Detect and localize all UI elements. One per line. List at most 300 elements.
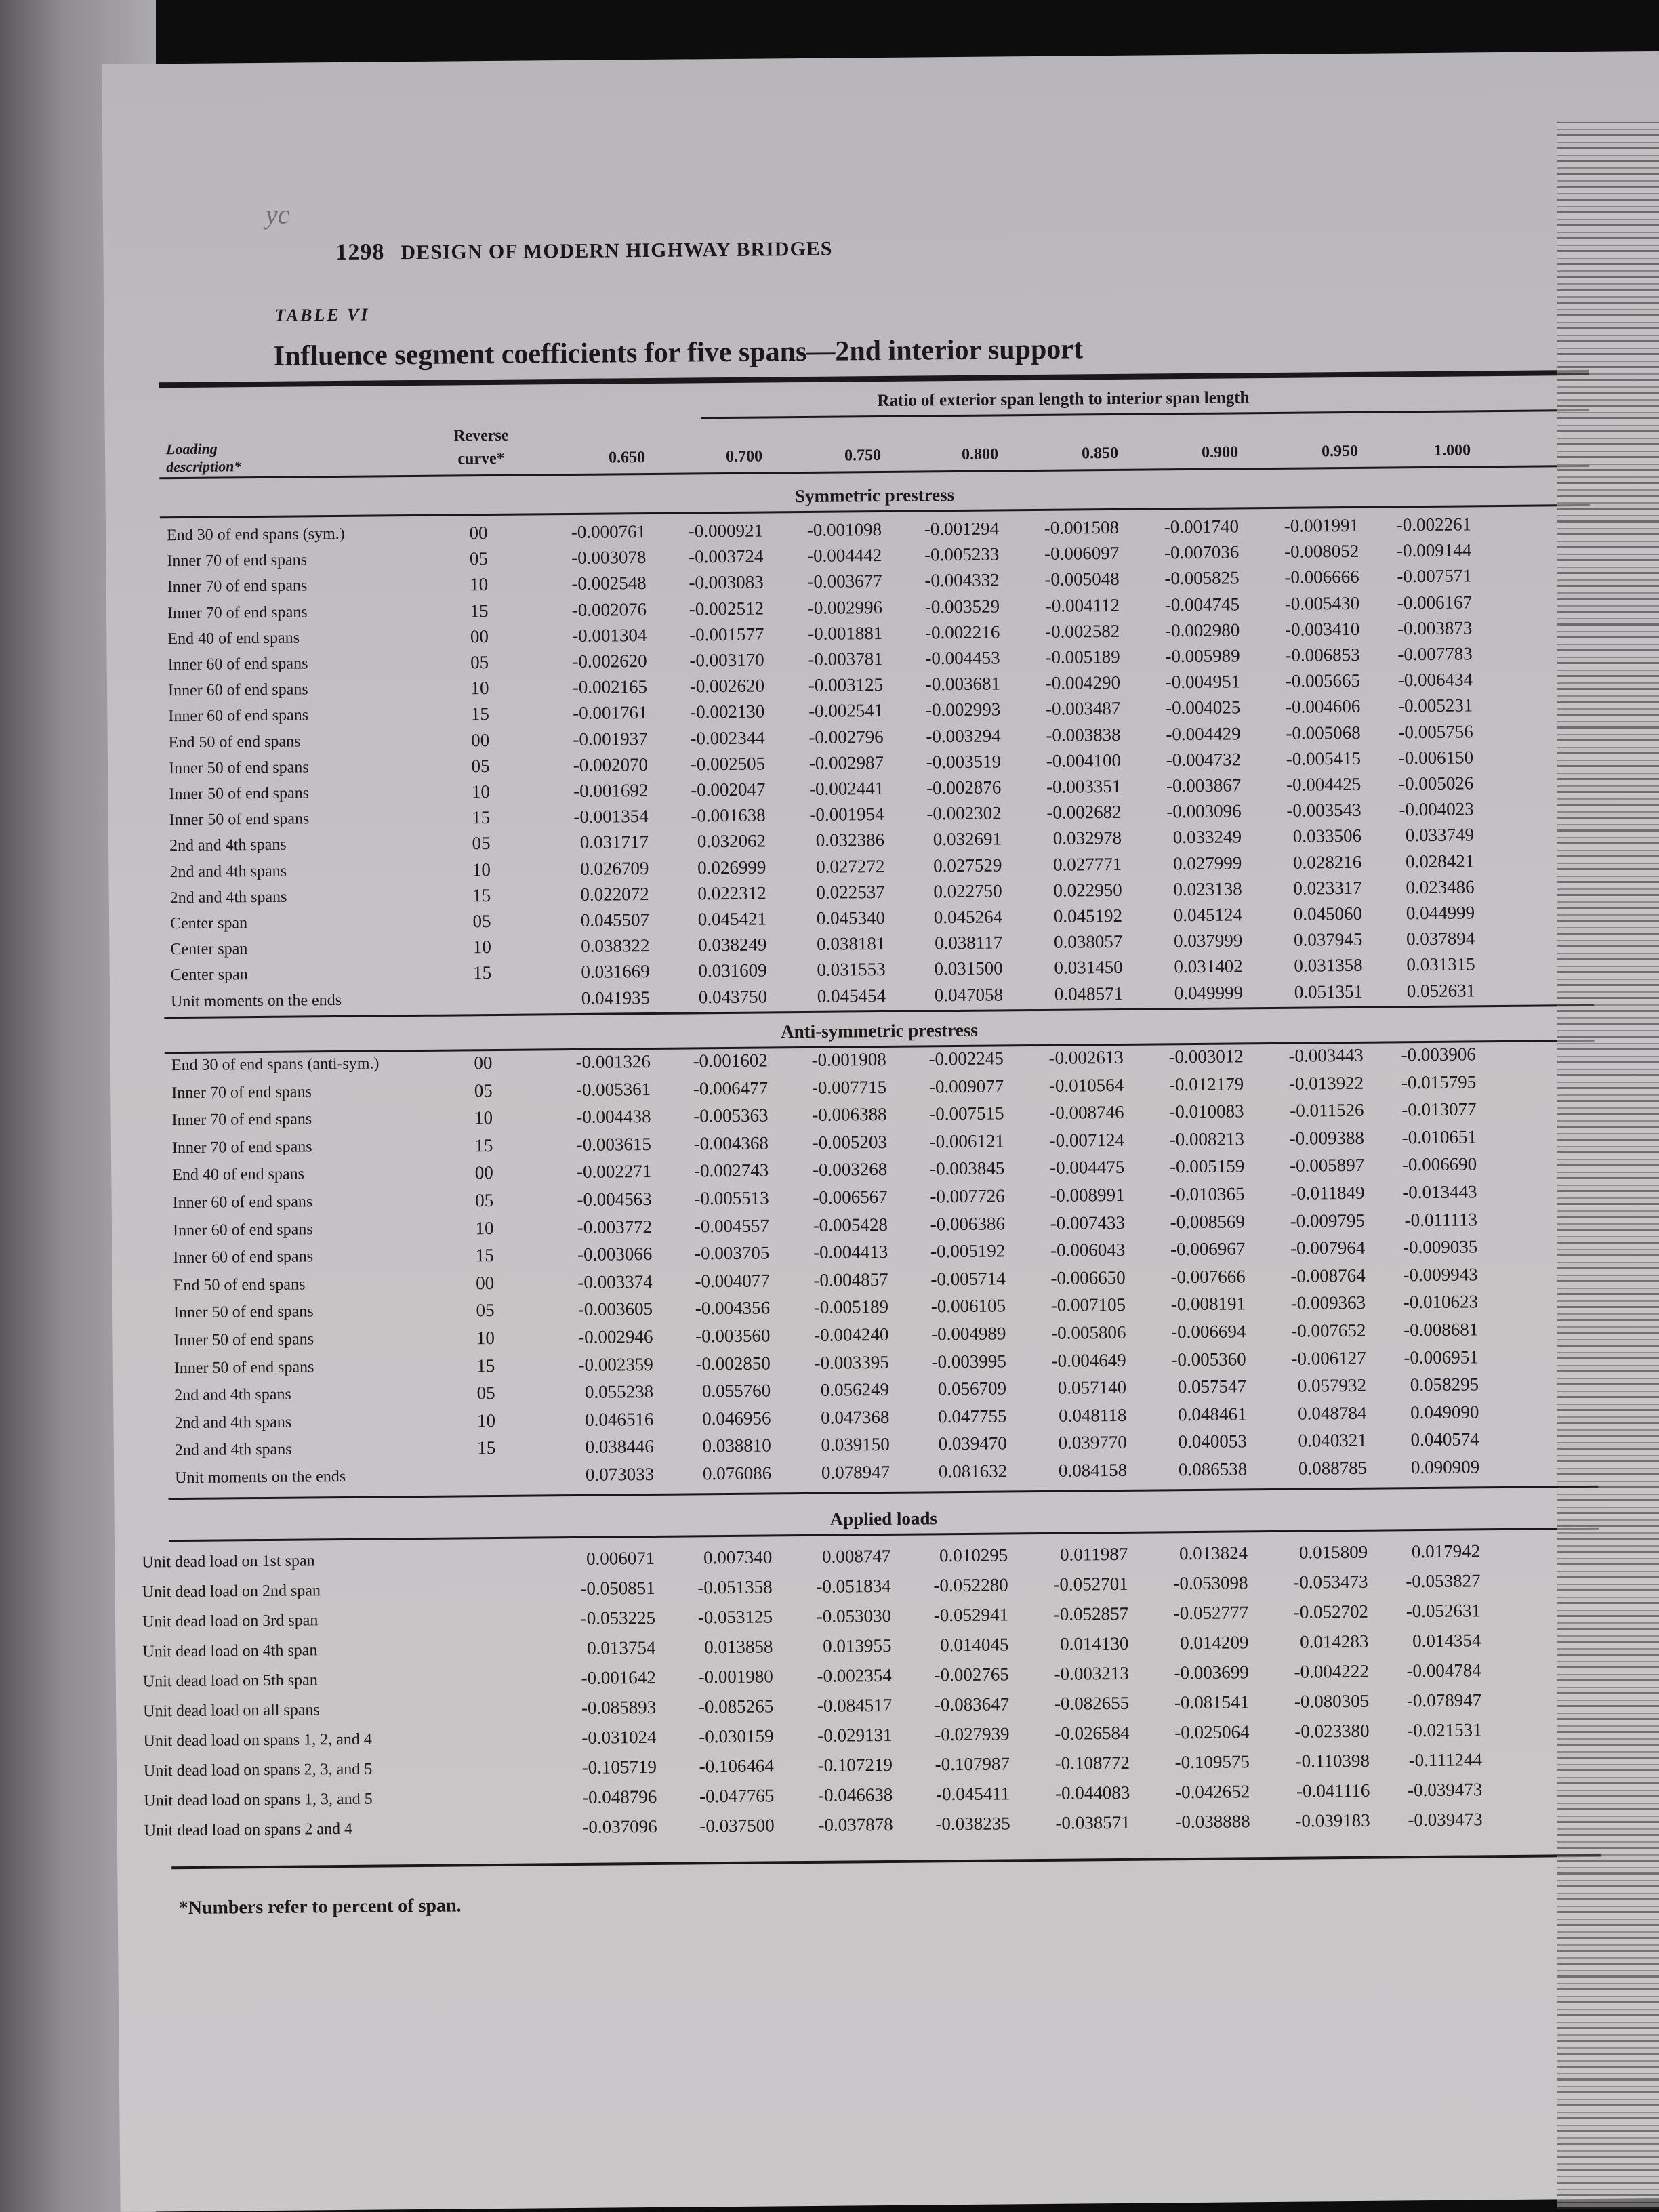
coefficient-cell: -0.039473	[1408, 1809, 1483, 1830]
coefficient-cell: 0.037894	[1406, 928, 1475, 949]
coefficient-cell: -0.001642	[581, 1666, 656, 1688]
row-description: Inner 50 of end spans	[169, 810, 310, 830]
row-reverse-curve: 00	[474, 1162, 493, 1183]
coefficient-cell: -0.051834	[816, 1575, 891, 1597]
coefficient-cell: -0.004368	[693, 1132, 769, 1154]
row-description: Inner 70 of end spans	[171, 1110, 312, 1130]
row-reverse-curve: 10	[472, 937, 492, 958]
coefficient-cell: -0.004023	[1399, 798, 1474, 820]
row-description: End 30 of end spans (anti-sym.)	[171, 1054, 380, 1075]
coefficient-cell: -0.038888	[1175, 1811, 1250, 1832]
coefficient-cell: -0.002548	[571, 573, 647, 594]
coefficient-cell: 0.031450	[1054, 957, 1123, 979]
coefficient-cell: -0.001692	[573, 780, 649, 801]
coefficient-cell: -0.008681	[1403, 1319, 1479, 1340]
ratio-header: 0.650	[608, 449, 646, 467]
coefficient-cell: 0.015809	[1298, 1541, 1368, 1563]
coefficient-cell: -0.085893	[581, 1696, 657, 1718]
coefficient-cell: -0.006650	[1050, 1267, 1126, 1288]
coefficient-cell: -0.003906	[1401, 1044, 1476, 1065]
row-description: Unit dead load on 3rd span	[142, 1612, 319, 1631]
coefficient-cell: 0.017942	[1411, 1540, 1481, 1562]
coefficient-cell: 0.056249	[820, 1379, 890, 1401]
coefficient-cell: -0.010651	[1401, 1126, 1477, 1148]
row-description: Unit dead load on spans 2 and 4	[144, 1820, 353, 1840]
row-reverse-curve: 05	[472, 911, 491, 932]
coefficient-cell: -0.006150	[1398, 747, 1474, 769]
coefficient-cell: -0.003677	[807, 571, 882, 592]
coefficient-cell: 0.032691	[933, 828, 1002, 850]
coefficient-cell: -0.004563	[577, 1188, 652, 1210]
coefficient-cell: 0.052631	[1406, 979, 1476, 1001]
row-description: 2nd and 4th spans	[174, 1441, 292, 1460]
coefficient-cell: 0.045421	[697, 908, 767, 930]
coefficient-cell: -0.038235	[935, 1813, 1010, 1835]
coefficient-cell: -0.025064	[1174, 1721, 1250, 1743]
coefficient-cell: -0.053125	[697, 1606, 773, 1628]
coefficient-cell: -0.002620	[689, 675, 765, 697]
row-reverse-curve: 10	[471, 781, 491, 802]
coefficient-cell: -0.003294	[926, 725, 1001, 747]
coefficient-cell: 0.084158	[1058, 1459, 1128, 1481]
coefficient-cell: 0.041935	[581, 987, 651, 1008]
coefficient-cell: -0.002541	[808, 700, 884, 722]
coefficient-cell: -0.003012	[1168, 1046, 1244, 1067]
coefficient-cell: -0.002359	[578, 1353, 653, 1375]
coefficient-cell: 0.057932	[1297, 1374, 1367, 1396]
coefficient-cell: -0.006567	[813, 1186, 888, 1208]
row-description: End 50 of end spans	[168, 733, 301, 752]
coefficient-cell: -0.005714	[930, 1268, 1006, 1290]
coefficient-cell: -0.053225	[580, 1607, 656, 1629]
coefficient-cell: -0.004290	[1045, 672, 1121, 694]
row-reverse-curve: 05	[475, 1190, 494, 1211]
coefficient-cell: -0.001326	[575, 1050, 651, 1072]
book-title: DESIGN OF MODERN HIGHWAY BRIDGES	[401, 237, 833, 264]
coefficient-cell: -0.007571	[1397, 565, 1472, 587]
row-description: Inner 60 of end spans	[172, 1193, 313, 1212]
ratio-header: 0.800	[961, 445, 999, 464]
coefficient-cell: -0.083647	[934, 1694, 1010, 1715]
coefficient-cell: -0.005192	[930, 1240, 1006, 1262]
coefficient-cell: -0.002620	[572, 651, 647, 672]
row-description: Unit dead load on spans 2, 3, and 5	[143, 1760, 373, 1780]
coefficient-cell: -0.000761	[571, 521, 647, 542]
row-reverse-curve: 05	[476, 1300, 495, 1321]
coefficient-cell: 0.038446	[585, 1436, 654, 1458]
coefficient-cell: -0.008746	[1049, 1102, 1124, 1124]
coefficient-cell: -0.006121	[929, 1130, 1005, 1152]
coefficient-cell: 0.031609	[698, 960, 767, 981]
row-description: Unit moments on the ends	[175, 1467, 346, 1488]
coefficient-cell: 0.027999	[1172, 852, 1242, 874]
coefficient-cell: -0.005428	[813, 1214, 888, 1235]
coefficient-cell: -0.052857	[1053, 1603, 1129, 1624]
coefficient-cell: -0.004442	[806, 545, 882, 567]
coefficient-cell: -0.006386	[930, 1213, 1006, 1234]
coefficient-cell: 0.045060	[1293, 903, 1363, 924]
section-title: Symmetric prestress	[794, 485, 955, 507]
coefficient-cell: -0.006951	[1404, 1346, 1479, 1368]
row-description: Inner 50 of end spans	[173, 1357, 314, 1377]
coefficient-cell: -0.031024	[581, 1726, 657, 1748]
coefficient-cell: -0.005430	[1284, 592, 1360, 614]
row-description: Inner 70 of end spans	[171, 1082, 312, 1102]
coefficient-cell: -0.001577	[689, 623, 764, 645]
coefficient-cell: -0.003681	[925, 673, 1001, 695]
coefficient-cell: -0.084517	[817, 1694, 893, 1716]
coefficient-cell: -0.003374	[577, 1271, 653, 1292]
coefficient-cell: -0.003078	[571, 547, 647, 569]
coefficient-cell: -0.001508	[1044, 516, 1120, 538]
row-reverse-curve: 00	[474, 1052, 493, 1073]
rule	[171, 1854, 1601, 1869]
coefficient-cell: -0.003125	[808, 674, 884, 696]
coefficient-cell: 0.032386	[815, 830, 885, 851]
page-number: 1298	[335, 239, 385, 265]
coefficient-cell: -0.003605	[577, 1298, 653, 1320]
coefficient-cell: -0.004606	[1285, 696, 1361, 718]
coefficient-cell: -0.004732	[1166, 749, 1242, 771]
coefficient-cell: -0.008191	[1170, 1293, 1246, 1315]
coefficient-cell: -0.001740	[1164, 516, 1240, 537]
coefficient-cell: -0.005026	[1398, 773, 1474, 794]
row-description: Inner 50 of end spans	[169, 784, 310, 804]
header-curve-line: curve*	[457, 449, 505, 468]
coefficient-cell: -0.005756	[1398, 720, 1473, 742]
row-description: Unit dead load on all spans	[143, 1701, 320, 1721]
coefficient-cell: -0.047765	[699, 1785, 775, 1807]
coefficient-cell: -0.005068	[1286, 722, 1361, 743]
row-reverse-curve	[462, 987, 503, 988]
coefficient-cell: -0.005189	[813, 1296, 889, 1318]
coefficient-cell: -0.050851	[580, 1577, 655, 1599]
coefficient-cell: 0.044999	[1406, 902, 1475, 924]
coefficient-cell: -0.005806	[1051, 1322, 1126, 1343]
coefficient-cell: 0.014354	[1412, 1630, 1481, 1652]
coefficient-cell: -0.053473	[1293, 1571, 1368, 1593]
coefficient-cell: -0.045411	[935, 1783, 1010, 1805]
coefficient-cell: -0.037500	[699, 1815, 775, 1837]
coefficient-cell: -0.009363	[1290, 1292, 1366, 1314]
coefficient-cell: -0.004745	[1164, 593, 1240, 615]
coefficient-cell: -0.006477	[693, 1078, 769, 1099]
coefficient-cell: -0.027939	[935, 1723, 1010, 1745]
coefficient-cell: -0.002582	[1044, 620, 1120, 642]
coefficient-cell: -0.003268	[812, 1159, 888, 1181]
row-description: Inner 60 of end spans	[167, 655, 308, 674]
coefficient-cell: -0.004112	[1045, 594, 1120, 616]
coefficient-cell: -0.005048	[1044, 569, 1120, 590]
coefficient-cell: -0.007666	[1170, 1266, 1246, 1288]
coefficient-cell: -0.003410	[1284, 618, 1360, 640]
coefficient-cell: -0.001638	[691, 804, 766, 826]
coefficient-cell: -0.106464	[699, 1755, 775, 1777]
coefficient-cell: -0.053030	[816, 1605, 892, 1626]
coefficient-cell: -0.046638	[817, 1784, 893, 1805]
row-description: Unit dead load on spans 1, 2, and 4	[143, 1730, 372, 1750]
coefficient-cell: -0.007124	[1049, 1129, 1125, 1151]
coefficient-cell: -0.039473	[1407, 1779, 1483, 1801]
coefficient-cell: -0.004222	[1294, 1660, 1369, 1682]
coefficient-cell: -0.003519	[926, 751, 1002, 773]
coefficient-cell: 0.039150	[821, 1434, 890, 1456]
row-reverse-curve: 05	[474, 1080, 493, 1101]
coefficient-cell: -0.005361	[575, 1078, 651, 1100]
book-page	[102, 51, 1659, 2212]
coefficient-cell: 0.038249	[697, 934, 767, 956]
coefficient-cell: 0.013824	[1179, 1542, 1248, 1564]
coefficient-cell: -0.003543	[1286, 800, 1361, 821]
row-description: End 50 of end spans	[173, 1275, 306, 1294]
coefficient-cell: 0.027771	[1052, 853, 1122, 875]
coefficient-cell: -0.003560	[695, 1325, 771, 1347]
coefficient-cell: 0.086538	[1178, 1458, 1248, 1480]
coefficient-cell: -0.003873	[1397, 617, 1473, 639]
coefficient-cell: -0.041116	[1296, 1780, 1370, 1801]
row-reverse-curve	[468, 1727, 509, 1728]
coefficient-cell: 0.073033	[585, 1463, 655, 1485]
coefficient-cell: -0.002876	[926, 777, 1002, 798]
coefficient-cell: -0.039183	[1295, 1809, 1370, 1831]
coefficient-cell: -0.007105	[1050, 1294, 1126, 1316]
coefficient-cell: -0.002987	[808, 752, 884, 773]
coefficient-cell: -0.003096	[1166, 800, 1242, 822]
coefficient-cell: -0.052280	[933, 1574, 1008, 1596]
coefficient-cell: -0.003995	[931, 1351, 1006, 1372]
coefficient-cell: -0.006388	[812, 1104, 887, 1126]
coefficient-cell: -0.053827	[1406, 1570, 1481, 1592]
coefficient-cell: -0.038571	[1055, 1811, 1130, 1833]
coefficient-cell: -0.005513	[694, 1187, 769, 1209]
coefficient-cell: -0.011849	[1290, 1182, 1365, 1204]
coefficient-cell: -0.002302	[926, 802, 1002, 824]
coefficient-cell: -0.002850	[695, 1353, 771, 1374]
rule	[701, 409, 1589, 419]
coefficient-cell: -0.001761	[573, 702, 648, 724]
coefficient-cell: 0.055760	[701, 1380, 771, 1401]
row-description: Inner 50 of end spans	[173, 1330, 314, 1350]
coefficient-cell: -0.004077	[695, 1270, 770, 1292]
row-reverse-curve: 10	[470, 574, 489, 595]
coefficient-cell: 0.076086	[702, 1462, 772, 1484]
row-reverse-curve	[469, 1787, 510, 1788]
coefficient-cell: 0.037999	[1173, 930, 1243, 951]
coefficient-cell: -0.006167	[1397, 591, 1473, 613]
row-reverse-curve: 15	[476, 1355, 495, 1376]
coefficient-cell: -0.002216	[924, 621, 1000, 643]
coefficient-cell: -0.107219	[817, 1754, 893, 1776]
row-reverse-curve: 15	[475, 1245, 494, 1266]
coefficient-cell: -0.005825	[1164, 567, 1240, 589]
rule-thick	[159, 370, 1589, 388]
handwritten-note: yc	[265, 199, 290, 230]
row-description: Inner 70 of end spans	[167, 577, 308, 596]
coefficient-cell: -0.085265	[698, 1696, 774, 1717]
coefficient-cell: 0.051351	[1294, 981, 1364, 1002]
coefficient-cell: 0.046516	[585, 1408, 654, 1430]
coefficient-cell: 0.023138	[1173, 878, 1242, 900]
coefficient-cell: 0.028216	[1292, 851, 1362, 873]
coefficient-cell: -0.003066	[577, 1244, 653, 1265]
header-loading	[166, 440, 242, 476]
coefficient-cell: 0.013955	[823, 1635, 892, 1656]
ratio-header: 0.750	[844, 446, 882, 465]
row-description: Unit dead load on spans 1, 3, and 5	[144, 1790, 373, 1810]
coefficient-cell: -0.005897	[1289, 1155, 1365, 1176]
coefficient-cell: 0.081632	[938, 1460, 1008, 1482]
ratio-header: 0.700	[725, 447, 763, 466]
coefficient-cell: -0.004475	[1049, 1157, 1125, 1179]
coefficient-cell: 0.038322	[580, 935, 650, 957]
coefficient-cell: -0.002505	[690, 753, 766, 775]
coefficient-cell: -0.002980	[1164, 619, 1240, 641]
coefficient-cell: -0.003083	[689, 571, 764, 593]
coefficient-cell: -0.004429	[1166, 722, 1241, 744]
coefficient-cell: -0.003781	[808, 648, 883, 670]
coefficient-cell: -0.026584	[1054, 1722, 1130, 1744]
coefficient-cell: -0.002682	[1046, 802, 1122, 823]
row-reverse-curve: 15	[474, 1134, 493, 1156]
scan-noise-edge	[1557, 122, 1659, 2209]
coefficient-cell: 0.048784	[1298, 1402, 1367, 1424]
row-reverse-curve	[468, 1608, 508, 1609]
coefficient-cell: 0.039770	[1058, 1432, 1127, 1454]
row-description: 2nd and 4th spans	[174, 1413, 292, 1432]
coefficient-cell: 0.031500	[934, 958, 1003, 979]
row-description: Unit dead load on 5th span	[142, 1671, 318, 1691]
coefficient-cell: -0.003845	[929, 1158, 1005, 1179]
coefficient-cell: 0.037945	[1293, 929, 1363, 950]
coefficient-cell: -0.004332	[924, 569, 1000, 591]
row-description: End 40 of end spans	[167, 629, 300, 648]
coefficient-cell: -0.005363	[693, 1105, 769, 1126]
coefficient-cell: -0.008213	[1169, 1128, 1245, 1150]
coefficient-cell: -0.003351	[1046, 775, 1122, 797]
coefficient-cell: -0.013077	[1401, 1099, 1477, 1120]
coefficient-cell: -0.005159	[1169, 1155, 1245, 1177]
coefficient-cell: 0.038117	[934, 932, 1003, 954]
coefficient-cell: 0.047755	[938, 1406, 1007, 1427]
rule	[159, 465, 1589, 479]
coefficient-cell: -0.008052	[1284, 541, 1359, 562]
row-reverse-curve: 15	[472, 807, 491, 828]
coefficient-cell: 0.026999	[697, 857, 766, 878]
coefficient-cell: 0.048461	[1178, 1404, 1247, 1425]
coefficient-cell: 0.045340	[816, 907, 886, 928]
spanner-header: Ratio of exterior span length to interior span length	[877, 388, 1250, 411]
coefficient-cell: -0.001954	[809, 804, 884, 825]
coefficient-cell: -0.002441	[808, 777, 884, 799]
coefficient-cell: -0.002993	[925, 699, 1001, 720]
row-description: 2nd and 4th spans	[169, 862, 287, 881]
table-number: TABLE VI	[274, 304, 370, 325]
coefficient-cell: -0.001937	[573, 728, 648, 750]
row-reverse-curve	[470, 1817, 510, 1818]
table-title: Influence segment coefficients for five spans—2nd interior support	[273, 333, 1084, 372]
coefficient-cell: 0.031553	[817, 959, 886, 981]
coefficient-cell: -0.107987	[935, 1753, 1010, 1775]
coefficient-cell: 0.033749	[1405, 824, 1475, 846]
row-reverse-curve: 15	[473, 962, 492, 983]
coefficient-cell: 0.038181	[816, 933, 886, 955]
coefficient-cell: 0.039470	[938, 1433, 1007, 1454]
coefficient-cell: 0.057547	[1177, 1376, 1247, 1397]
coefficient-cell: -0.007036	[1164, 541, 1240, 563]
coefficient-cell: -0.004100	[1046, 750, 1122, 771]
row-description: 2nd and 4th spans	[169, 888, 287, 907]
coefficient-cell: 0.031717	[579, 832, 649, 853]
coefficient-cell: -0.007433	[1050, 1212, 1126, 1233]
row-reverse-curve: 10	[475, 1217, 494, 1238]
row-description: Inner 70 of end spans	[167, 602, 308, 622]
coefficient-cell: -0.002165	[572, 676, 648, 698]
coefficient-cell: -0.002261	[1396, 514, 1472, 535]
coefficient-cell: 0.031315	[1406, 954, 1475, 975]
coefficient-cell: -0.002070	[573, 754, 649, 775]
row-description: Inner 60 of end spans	[167, 680, 308, 700]
row-reverse-curve: 15	[472, 884, 491, 906]
coefficient-cell: 0.014130	[1060, 1633, 1129, 1654]
row-reverse-curve: 15	[470, 703, 490, 724]
coefficient-cell: -0.005360	[1171, 1348, 1246, 1370]
coefficient-cell: 0.014045	[940, 1634, 1009, 1656]
coefficient-cell: -0.048796	[581, 1786, 657, 1807]
coefficient-cell: -0.042652	[1174, 1781, 1250, 1803]
coefficient-cell: -0.111244	[1408, 1749, 1483, 1771]
coefficient-cell: 0.078947	[821, 1461, 890, 1483]
coefficient-cell: 0.043750	[698, 986, 768, 1007]
coefficient-cell: 0.047368	[821, 1406, 890, 1428]
coefficient-cell: 0.040053	[1178, 1431, 1247, 1452]
coefficient-cell: -0.004413	[813, 1242, 888, 1263]
coefficient-cell: -0.003615	[576, 1133, 652, 1155]
coefficient-cell: 0.045192	[1053, 905, 1123, 926]
coefficient-cell: 0.011987	[1059, 1543, 1128, 1565]
coefficient-cell: 0.088785	[1298, 1457, 1368, 1479]
coefficient-cell: -0.002047	[690, 779, 766, 800]
row-reverse-curve: 00	[470, 626, 489, 647]
row-description: Unit dead load on 2nd span	[142, 1582, 321, 1601]
coefficient-cell: -0.082655	[1054, 1692, 1130, 1714]
coefficient-cell: 0.049090	[1410, 1401, 1479, 1423]
section-title: Applied loads	[830, 1508, 938, 1530]
row-reverse-curve: 05	[470, 652, 489, 673]
coefficient-cell: -0.005233	[924, 544, 1000, 565]
coefficient-cell: -0.001980	[698, 1666, 773, 1687]
coefficient-cell: -0.003529	[924, 596, 1000, 617]
coefficient-cell: -0.006127	[1291, 1347, 1366, 1369]
coefficient-cell: 0.022750	[933, 880, 1002, 902]
coefficient-cell: -0.002245	[928, 1048, 1004, 1069]
coefficient-cell: -0.009795	[1290, 1210, 1366, 1231]
coefficient-cell: -0.007652	[1290, 1319, 1366, 1341]
coefficient-cell: -0.003395	[814, 1351, 889, 1373]
coefficient-cell: 0.013754	[587, 1637, 656, 1658]
coefficient-cell: -0.003487	[1045, 698, 1121, 720]
coefficient-cell: 0.045264	[933, 906, 1003, 928]
coefficient-cell: -0.004025	[1165, 697, 1241, 718]
coefficient-cell: -0.010564	[1048, 1074, 1124, 1096]
coefficient-cell: -0.010623	[1403, 1291, 1479, 1313]
row-reverse-curve: 15	[477, 1437, 496, 1458]
coefficient-cell: 0.040574	[1410, 1429, 1479, 1450]
coefficient-cell: -0.001908	[811, 1048, 886, 1070]
coefficient-cell: 0.010295	[939, 1544, 1008, 1566]
row-reverse-curve: 05	[471, 755, 490, 777]
coefficient-cell: -0.023380	[1294, 1720, 1370, 1742]
coefficient-cell: -0.002765	[934, 1664, 1009, 1685]
